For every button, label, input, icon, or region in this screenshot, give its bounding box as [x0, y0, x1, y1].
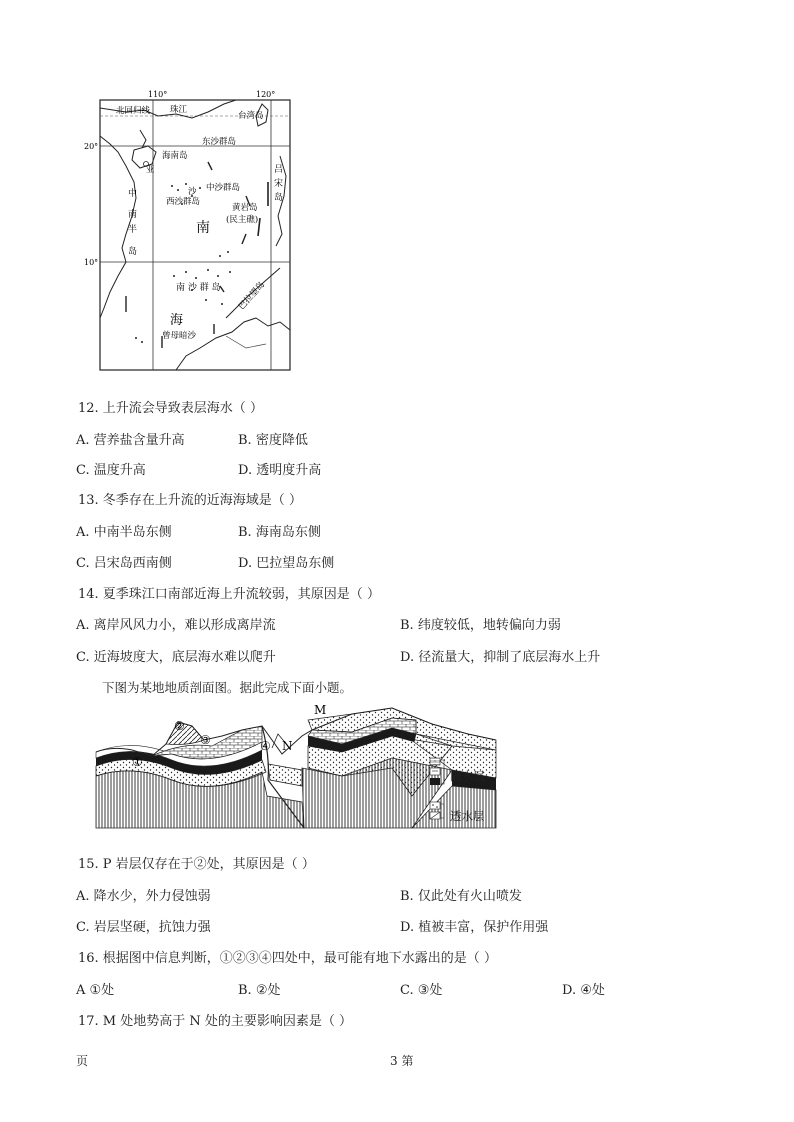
q15-option-a[interactable]: A. 降水少，外力侵蚀弱 — [76, 889, 211, 904]
lon-label-120: 120° — [256, 90, 276, 99]
question-16-stem: 16. 根据图中信息判断，①②③④四处中，最可能有地下水露出的是（ ） — [78, 951, 497, 966]
question-17-stem: 17. M 处地势高于 N 处的主要影响因素是（ ） — [78, 1014, 353, 1029]
q15-option-c[interactable]: C. 岩层坚硬，抗蚀力强 — [76, 920, 211, 935]
q13-option-b[interactable]: B. 海南岛东侧 — [238, 525, 321, 540]
zhongnan-2: 南 — [128, 210, 138, 220]
q13-option-d[interactable]: D. 巴拉望岛东侧 — [238, 556, 335, 571]
footer-left: 页 — [76, 1054, 89, 1068]
taiwan-label: 台湾岛 — [238, 111, 264, 121]
lon-label-110: 110° — [148, 90, 168, 99]
section-label-2: ② — [174, 719, 185, 733]
nansha-label: 南 沙 群 岛 — [176, 283, 221, 293]
q14-option-a[interactable]: A. 离岸风风力小，难以形成离岸流 — [76, 618, 276, 633]
section-intro: 下图为某地地质剖面图。据此完成下面小题。 — [102, 680, 353, 695]
q13-option-a[interactable]: A. 中南半岛东侧 — [76, 525, 172, 540]
balawang-label: 巴拉望岛 — [236, 280, 267, 313]
lvsong-1: 吕 — [274, 165, 284, 175]
section-label-4: ④ — [260, 739, 271, 753]
map-graphic — [84, 86, 296, 376]
zhongnan-1: 中 — [128, 189, 138, 199]
q14-option-c[interactable]: C. 近海坡度大，底层海水难以爬升 — [76, 650, 276, 665]
q16-option-a[interactable]: A ①处 — [76, 983, 115, 998]
q12-option-c[interactable]: C. 温度升高 — [76, 463, 146, 478]
hainan-label: 海南岛 — [162, 151, 188, 161]
zhongnan-3: 半 — [128, 225, 138, 235]
q15-option-b[interactable]: B. 仅此处有火山喷发 — [400, 889, 522, 904]
huangyan-label: 黄岩岛 — [232, 203, 258, 213]
q12-option-d[interactable]: D. 透明度升高 — [238, 463, 322, 478]
section-label-n: N — [282, 739, 293, 753]
lat-label-10: 10° — [84, 258, 99, 267]
xisha-a-label: 沙 — [188, 187, 197, 197]
question-12-stem: 12. 上升流会导致表层海水（ ） — [78, 401, 263, 416]
section-label-3: ③ — [200, 733, 211, 747]
borneo-coast — [176, 318, 290, 370]
section-label-m: M — [314, 703, 327, 717]
footer-page-number: 3 第 — [390, 1054, 414, 1068]
q13-option-c[interactable]: C. 吕宋岛西南侧 — [76, 556, 172, 571]
dongsha-label: 东沙群岛 — [202, 137, 237, 147]
leizhou-coast — [140, 130, 146, 148]
legend-aquiclude-label: 隔水层 — [450, 769, 485, 783]
question-15-stem: 15. P 岩层仅存在于②处，其原因是（ ） — [78, 857, 315, 872]
hai-label: 海 — [170, 313, 184, 328]
xisha-label: 西沙群岛 — [166, 197, 201, 207]
section-label-1: ① — [132, 755, 143, 769]
q16-option-c[interactable]: C. ③处 — [400, 983, 443, 998]
zengmu-label: 曾母暗沙 — [162, 331, 197, 341]
south-china-sea-map — [84, 86, 296, 376]
q14-option-d[interactable]: D. 径流量大，抑制了底层海水上升 — [400, 650, 601, 665]
q12-option-a[interactable]: A. 营养盐含量升高 — [76, 433, 185, 448]
q12-option-b[interactable]: B. 密度降低 — [238, 433, 308, 448]
q14-option-b[interactable]: B. 纬度较低，地转偏向力弱 — [400, 618, 561, 633]
question-13-stem: 13. 冬季存在上升流的近海海域是（ ） — [78, 493, 302, 508]
question-14-stem: 14. 夏季珠江口南部近海上升流较弱，其原因是（ ） — [78, 587, 380, 602]
zhongsha-label: 中沙群岛 — [206, 183, 241, 193]
q15-option-d[interactable]: D. 植被丰富，保护作用强 — [400, 920, 549, 935]
tropic-label: 北回归线 — [116, 106, 151, 116]
nan-label: 南 — [196, 220, 210, 236]
q16-option-d[interactable]: D. ④处 — [562, 983, 605, 998]
zhujiang-label: 珠江 — [170, 105, 188, 115]
ya-label: 亚 — [146, 165, 155, 175]
q16-option-b[interactable]: B. ②处 — [238, 983, 281, 998]
minzhu-label: (民主礁) — [226, 215, 259, 225]
legend-aquifer-label: 透水层 — [450, 809, 485, 823]
lat-label-20: 20° — [84, 142, 99, 151]
zhongnan-4: 岛 — [128, 247, 138, 257]
lvsong-3: 岛 — [274, 193, 284, 203]
map-frame — [100, 100, 290, 370]
lvsong-2: 宋 — [274, 179, 284, 189]
